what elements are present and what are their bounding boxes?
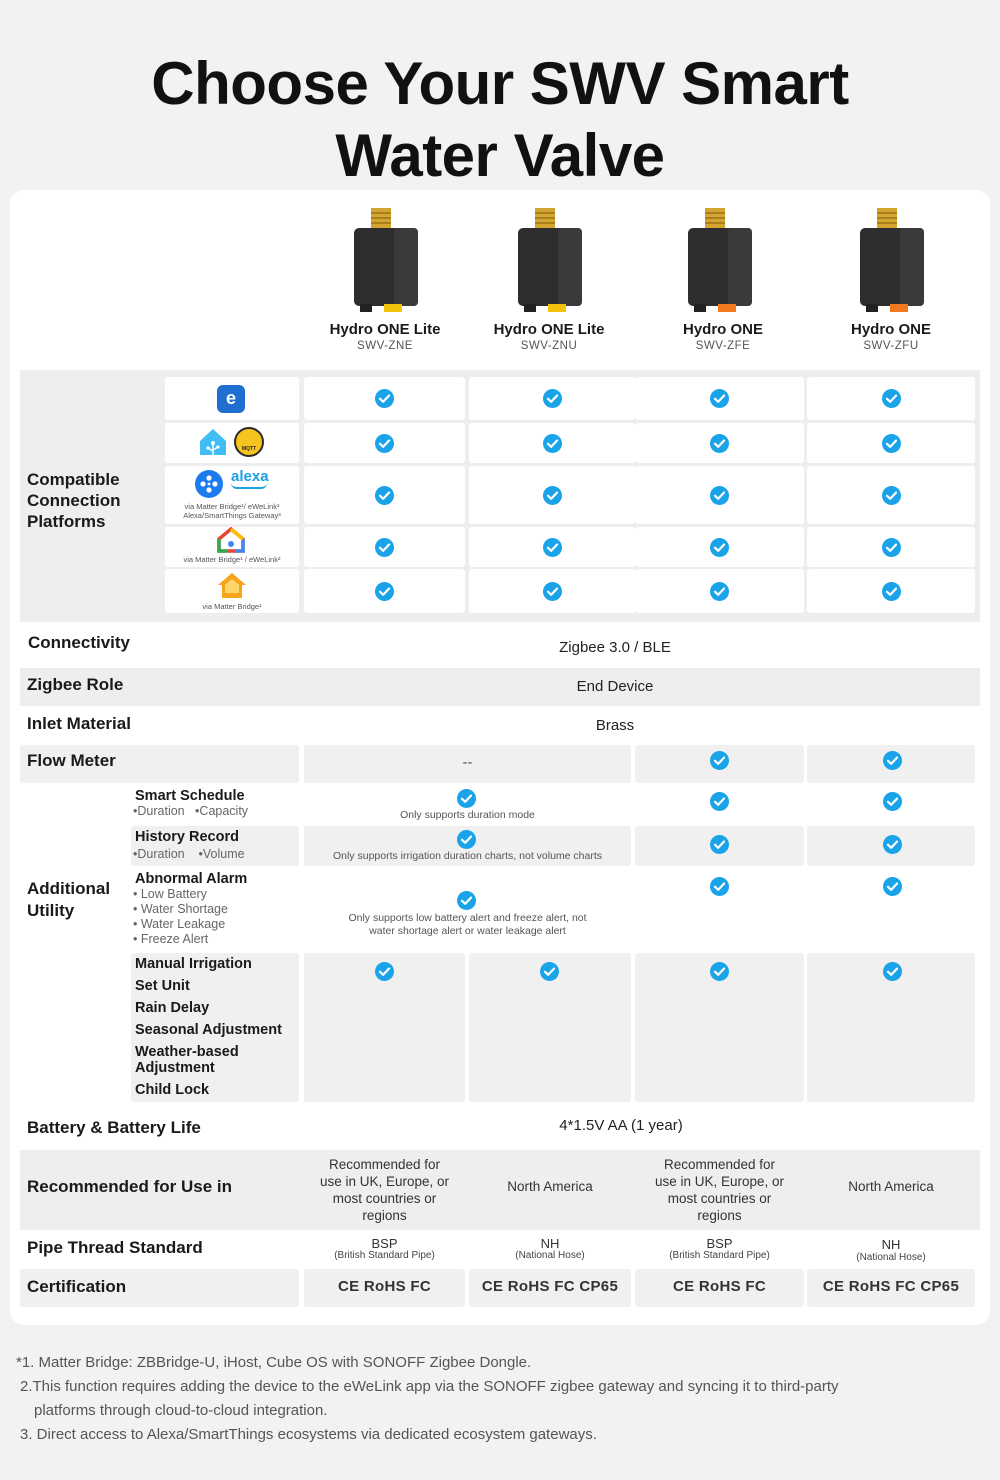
product-label: Hydro ONE Lite SWV-ZNE — [329, 321, 441, 352]
check-icon — [375, 486, 394, 505]
check-icon — [882, 434, 901, 453]
check-icon — [543, 582, 562, 601]
check-icon — [543, 538, 562, 557]
platform-cell — [635, 377, 804, 420]
check-icon — [710, 877, 729, 896]
platform-cell — [469, 569, 635, 613]
footnote-2: 2.This function requires adding the device to the eWeLink app via the SONOFF zigbee gateway and syncing it to third-party platforms through cloud-to-cloud integration. — [20, 1378, 839, 1419]
page-title: Choose Your SWV Smart Water Valve — [151, 50, 849, 189]
platform-cell — [304, 527, 465, 567]
history-record-label: History Record — [135, 829, 239, 845]
pipe-znu: NH — [540, 1236, 560, 1251]
abnormal-alarm-label: Abnormal Alarm — [135, 871, 248, 887]
check-icon — [710, 538, 729, 557]
product-label: Hydro ONE SWV-ZFU — [850, 321, 931, 352]
smartthings-icon — [195, 470, 223, 498]
battery-label: Battery & Battery Life — [27, 1118, 201, 1137]
platform-homeassistant-mqtt — [165, 423, 299, 463]
platform-cell — [807, 569, 975, 613]
check-icon — [375, 538, 394, 557]
check-icon — [710, 962, 729, 981]
home-assistant-icon — [198, 427, 228, 457]
pipe-zfe-sub: (British Standard Pipe) — [669, 1250, 770, 1261]
smart-schedule-note: Only supports duration mode — [400, 809, 535, 821]
platform-cell — [635, 466, 804, 524]
check-icon — [457, 830, 476, 849]
platform-apple-home: via Matter Bridge¹ — [165, 569, 299, 613]
check-icon — [457, 789, 476, 808]
pipe-zfe: BSP — [706, 1236, 733, 1251]
check-icon — [375, 962, 394, 981]
ewelink-icon: e — [217, 385, 245, 413]
valve-image — [348, 206, 422, 312]
recommended-zne: Recommended for use in UK, Europe, or most countries or regions — [319, 1157, 450, 1223]
footnote-3: 3. Direct access to Alexa/SmartThings ecosystems via dedicated ecosystem gateways. — [20, 1426, 597, 1443]
history-record-note: Only supports irrigation duration charts, not volume charts — [332, 850, 603, 862]
inlet-value: Brass — [595, 717, 635, 734]
platform-cell — [469, 527, 635, 567]
footnote-1: *1. Matter Bridge: ZBBridge-U, iHost, Cube OS with SONOFF Zigbee Dongle. — [16, 1354, 532, 1371]
alexa-icon: alexa — [231, 468, 271, 489]
google-home-icon — [217, 527, 245, 553]
apple-home-icon — [217, 571, 247, 599]
platform-cell — [635, 527, 804, 567]
cert-zne: CE RoHS FC — [338, 1278, 431, 1295]
check-icon — [375, 434, 394, 453]
pipe-zfu: NH — [881, 1237, 901, 1252]
check-icon — [710, 486, 729, 505]
product-label: Hydro ONE SWV-ZFE — [682, 321, 763, 352]
check-icon — [882, 486, 901, 505]
connectivity-label: Connectivity — [28, 633, 131, 652]
check-icon — [883, 962, 902, 981]
check-icon — [882, 582, 901, 601]
check-icon — [543, 486, 562, 505]
check-icon — [375, 582, 394, 601]
check-icon — [543, 389, 562, 408]
mqtt-icon: MQTT — [234, 427, 264, 457]
platform-google-home: via Matter Bridge¹ / eWeLink² — [165, 527, 299, 567]
alarm-note: Only supports low battery alert and freeze alert, not water shortage alert or water leakage alert — [348, 912, 587, 937]
platform-cell — [469, 466, 635, 524]
pipe-zne: BSP — [371, 1236, 398, 1251]
pipe-zfu-sub: (National Hose) — [856, 1252, 926, 1263]
check-icon — [710, 389, 729, 408]
pipe-zne-sub: (British Standard Pipe) — [334, 1250, 435, 1261]
cert-zfe: CE RoHS FC — [673, 1278, 766, 1295]
flow-label: Flow Meter — [27, 751, 116, 770]
check-icon — [710, 792, 729, 811]
platform-cell — [635, 423, 804, 463]
check-icon — [883, 792, 902, 811]
additional-utility-label: Additional Utility — [27, 879, 111, 920]
platform-cell — [304, 423, 465, 463]
platform-cell — [807, 527, 975, 567]
feature-list: Manual Irrigation Set Unit Rain Delay Seasonal Adjustment Weather-based Adjustment Child Lock — [135, 956, 282, 1098]
recommended-label: Recommended for Use in — [27, 1177, 232, 1196]
valve-image — [854, 206, 928, 312]
check-icon — [543, 434, 562, 453]
pipe-znu-sub: (National Hose) — [515, 1250, 585, 1261]
platform-cell — [304, 377, 465, 420]
zigbee-role-value: End Device — [576, 678, 654, 695]
valve-image — [682, 206, 756, 312]
check-icon — [540, 962, 559, 981]
battery-value: 4*1.5V AA (1 year) — [559, 1117, 683, 1134]
check-icon — [710, 751, 729, 770]
check-icon — [457, 891, 476, 910]
cert-znu: CE RoHS FC CP65 — [481, 1278, 619, 1295]
platform-cell — [469, 423, 635, 463]
product-label: Hydro ONE Lite SWV-ZNU — [493, 321, 605, 352]
check-icon — [883, 751, 902, 770]
platform-cell — [807, 377, 975, 420]
check-icon — [882, 538, 901, 557]
recommended-zfe: Recommended for use in UK, Europe, or most countries or regions — [654, 1157, 785, 1223]
platform-cell — [635, 569, 804, 613]
inlet-label: Inlet Material — [27, 714, 131, 733]
check-icon — [882, 389, 901, 408]
history-record-sub: •Duration •Volume — [133, 847, 245, 861]
cert-zfu: CE RoHS FC CP65 — [822, 1278, 960, 1295]
recommended-zfu: North America — [848, 1179, 934, 1194]
platform-cell — [469, 377, 635, 420]
platform-cell — [807, 466, 975, 524]
smart-schedule-sub: •Duration •Capacity — [133, 804, 249, 818]
pipe-label: Pipe Thread Standard — [27, 1238, 203, 1257]
check-icon — [710, 582, 729, 601]
platforms-label: Compatible Connection Platforms — [27, 470, 121, 531]
comparison-table — [10, 190, 990, 1325]
platform-alexa-smartthings: alexa via Matter Bridge¹/ eWeLink² Alexa/SmartThings Gateway³ — [165, 466, 299, 524]
smart-schedule-label: Smart Schedule — [135, 788, 245, 804]
check-icon — [883, 877, 902, 896]
platform-ewelink — [165, 377, 299, 420]
check-icon — [710, 835, 729, 854]
cert-label: Certification — [27, 1277, 127, 1296]
platform-cell — [304, 569, 465, 613]
connectivity-value: Zigbee 3.0 / BLE — [559, 639, 671, 656]
platform-cell — [304, 466, 465, 524]
zigbee-role-label: Zigbee Role — [27, 675, 124, 694]
recommended-znu: North America — [507, 1179, 593, 1194]
platform-cell — [807, 423, 975, 463]
check-icon — [710, 434, 729, 453]
flow-lite-value: -- — [462, 754, 473, 771]
valve-image — [512, 206, 586, 312]
check-icon — [883, 835, 902, 854]
alarm-sub-list: • Low Battery • Water Shortage • Water Leakage • Freeze Alert — [133, 887, 228, 946]
check-icon — [375, 389, 394, 408]
